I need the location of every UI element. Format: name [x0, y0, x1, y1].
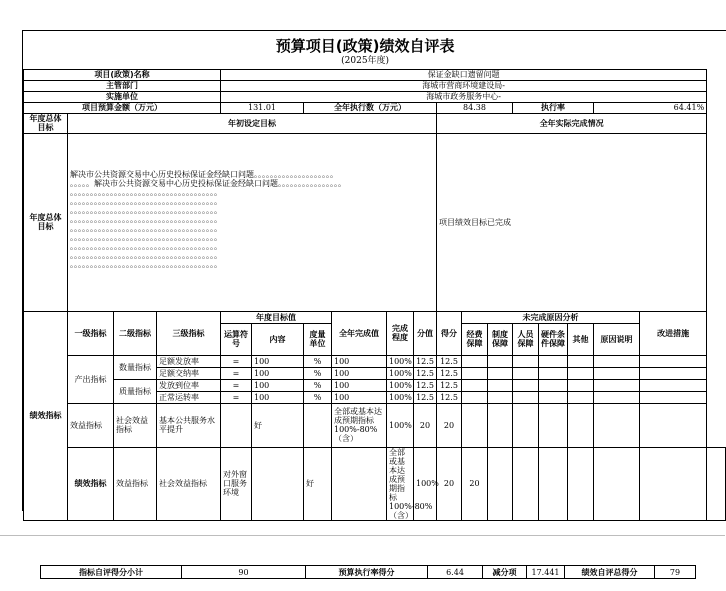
operator-header: 运算符号 — [221, 323, 252, 355]
budget-score-value: 6.44 — [428, 566, 483, 579]
score-header: 得分 — [437, 311, 462, 355]
indicator-completion: 100% — [387, 391, 414, 403]
indicator-content: 100 — [252, 391, 304, 403]
indicator-content: 好 — [252, 403, 304, 447]
project-name-value: 保证金缺口遗留问题 — [221, 69, 707, 80]
indicator-value: 20 — [414, 403, 437, 447]
indicator-completion: 100% — [387, 367, 414, 379]
indicator-completion: 100% — [387, 379, 414, 391]
performance-indicators-label: 绩效指标 — [24, 311, 68, 520]
indicator-unit: % — [304, 379, 332, 391]
measures-header: 改进措施 — [640, 311, 707, 355]
exec-label: 全年执行数（万元） — [304, 102, 437, 113]
subtotal-label: 指标自评得分小计 — [41, 566, 182, 579]
table-row — [24, 379, 726, 391]
score-value-header: 分值 — [414, 311, 437, 355]
annual-target-header: 年度目标值 — [221, 311, 332, 323]
indicator-actual: 全部或基本达成预期指标100%-80%（含） — [387, 447, 414, 520]
indicator-name: 基本公共服务水平提升 — [157, 403, 221, 447]
indicator-actual: 100 — [332, 391, 387, 403]
indicator-content: 100 — [252, 355, 304, 367]
explanation-header: 原因说明 — [594, 323, 640, 355]
indicator-actual: 全部或基本达成预期指标100%-80%（含） — [332, 403, 387, 447]
social-benefit-label-2: 社会效益指标 — [157, 447, 221, 520]
indicator-completion: 100% — [387, 355, 414, 367]
table-row — [24, 403, 726, 447]
indicator-unit: % — [304, 367, 332, 379]
indicator-score: 12.5 — [437, 391, 462, 403]
department-label: 主管部门 — [24, 80, 221, 91]
deduct-value: 17.441 — [527, 566, 565, 579]
page-divider — [0, 535, 725, 536]
table-row — [24, 447, 726, 520]
indicator-value: 12.5 — [414, 379, 437, 391]
evaluation-sheet — [22, 30, 726, 520]
unit-value: 海城市政务服务中心- — [221, 91, 707, 102]
benefit-indicator-label-2: 效益指标 — [114, 447, 157, 520]
indicator-score: 12.5 — [437, 379, 462, 391]
overall-goal-label-top: 年度总体目标 — [24, 113, 68, 133]
indicator-value: 20 — [437, 447, 462, 520]
budget-score-label: 预算执行率得分 — [306, 566, 428, 579]
level2-header: 二级指标 — [114, 311, 157, 355]
quantity-indicator-label: 数量指标 — [114, 355, 157, 379]
evaluation-table — [23, 31, 726, 521]
indicator-score: 12.5 — [437, 367, 462, 379]
indicator-name: 正常运转率 — [157, 391, 221, 403]
unit-label: 实施单位 — [24, 91, 221, 102]
total-score-value: 79 — [655, 566, 696, 579]
indicator-score: 12.5 — [437, 355, 462, 367]
indicator-actual: 100 — [332, 379, 387, 391]
rate-value: 64.41% — [594, 102, 707, 113]
actual-value-header: 全年完成值 — [332, 311, 387, 355]
total-score-label: 绩效自评总得分 — [565, 566, 655, 579]
completion-header: 完成程度 — [387, 311, 414, 355]
personnel-header: 人员保障 — [513, 323, 539, 355]
indicator-content: 好 — [304, 447, 332, 520]
indicator-unit: % — [304, 391, 332, 403]
initial-target-header: 年初设定目标 — [68, 113, 437, 133]
indicator-value: 12.5 — [414, 391, 437, 403]
indicator-name: 对外窗口服务环境 — [221, 447, 252, 520]
score-summary — [40, 565, 696, 579]
indicator-name: 足额交纳率 — [157, 367, 221, 379]
indicator-unit: % — [304, 355, 332, 367]
indicator-operator: = — [221, 391, 252, 403]
title-block — [24, 31, 707, 69]
benefit-indicator-label: 效益指标 — [68, 403, 114, 447]
exec-value: 84.38 — [437, 102, 513, 113]
actual-completion-text: 项目绩效目标已完成 — [437, 133, 707, 311]
subtotal-value: 90 — [182, 566, 306, 579]
indicator-completion: 100% — [387, 403, 414, 447]
indicator-content: 100 — [252, 379, 304, 391]
indicator-content: 100 — [252, 367, 304, 379]
initial-target-text: 解决市公共资源交易中心历史投标保证金经缺口问题。。。。。。。。。。。。。。。。。。。。 。。。。。解决市公共资源交易中心历史投标保证金经缺口问题。。。。。。。。。。。。。。。。 。。。。。。。。。。。。。。。。。。。。。。。。。。。。。。。。。。。。。 。。。。。。。。。。。。。。。。。。。。。。。。。。。。。。。。。。。。。 。。。。。。。。。。。。。。。。。。。。。。。。。。。。。。。。。。。。。 。。。。。。。。。。。。。。。。。。。。。。。。。。。。。。。。。。。。。 。。。。。。。。。。。。。。。。。。。。。。。。。。。。。。。。。。。。。 。。。。。。。。。。。。。。。。。。。。。。。。。。。。。。。。。。。。。 。。。。。。。。。。。。。。。。。。。。。。。。。。。。。。。。。。。。。 。。。。。。。。。。。。。。。。。。。。。。。。。。。。。。。。。。。。。 。。。。。。。。。。。。。。。。。。。。。。。。。。。。。。。。。。。。。 — [68, 133, 437, 311]
indicator-score: 20 — [437, 403, 462, 447]
quality-indicator-label: 质量指标 — [114, 379, 157, 403]
indicator-score: 20 — [462, 447, 488, 520]
overall-goal-label: 年度总体目标 — [24, 133, 68, 311]
report-year: (2025年度) — [341, 55, 390, 66]
level1-header: 一级指标 — [68, 311, 114, 355]
indicator-operator: = — [221, 355, 252, 367]
funding-header: 经费保障 — [462, 323, 488, 355]
other-header: 其他 — [568, 323, 594, 355]
indicator-name: 发放到位率 — [157, 379, 221, 391]
content-header: 内容 — [252, 323, 304, 355]
actual-completion-header: 全年实际完成情况 — [437, 113, 707, 133]
performance-indicators-label-2: 绩效指标 — [68, 447, 114, 520]
rate-label: 执行率 — [513, 102, 594, 113]
output-indicator-label: 产出指标 — [68, 355, 114, 403]
department-value: 海城市营商环境建设局- — [221, 80, 707, 91]
indicator-actual: 100 — [332, 355, 387, 367]
project-name-label: 项目(政策)名称 — [24, 69, 221, 80]
social-benefit-label: 社会效益指标 — [114, 403, 157, 447]
indicator-operator: = — [221, 379, 252, 391]
unit-header: 度量单位 — [304, 323, 332, 355]
budget-label: 项目预算金额（万元） — [24, 102, 221, 113]
indicator-value: 12.5 — [414, 367, 437, 379]
indicator-actual: 100 — [332, 367, 387, 379]
indicator-completion: 100% — [414, 447, 437, 520]
system-header: 制度保障 — [488, 323, 513, 355]
page-title: 预算项目(政策)绩效自评表 — [275, 36, 455, 55]
indicator-name: 足额发放率 — [157, 355, 221, 367]
reasons-header: 未完成原因分析 — [462, 311, 640, 323]
level3-header: 三级指标 — [157, 311, 221, 355]
indicator-value: 12.5 — [414, 355, 437, 367]
hardware-header: 硬件条件保障 — [539, 323, 568, 355]
deduct-label: 减分项 — [483, 566, 527, 579]
indicator-operator: = — [221, 367, 252, 379]
table-row — [24, 355, 726, 367]
budget-value: 131.01 — [221, 102, 304, 113]
